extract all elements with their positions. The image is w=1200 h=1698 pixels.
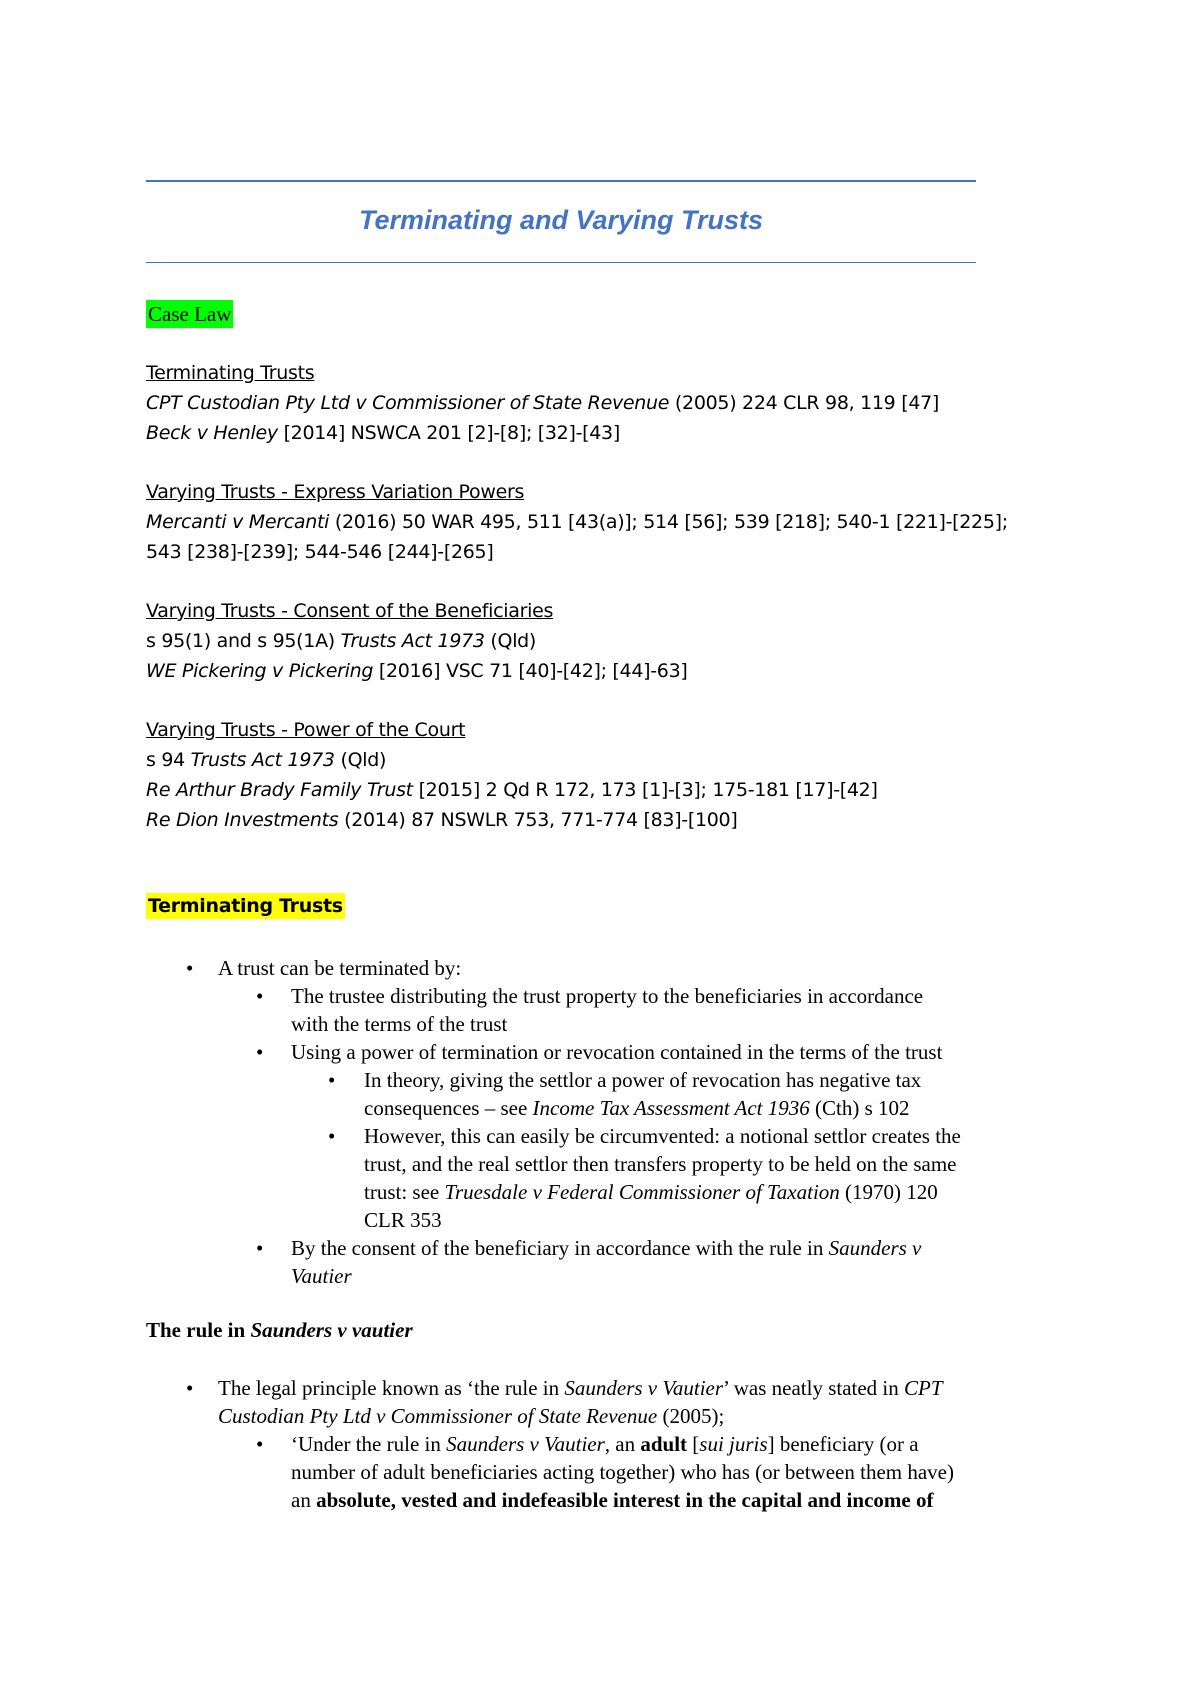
statute-section: s 95(1) and s 95(1A): [146, 630, 341, 652]
list-item-text: number of adult beneficiaries acting together) who has (or between them have): [291, 1460, 954, 1484]
case-name: WE Pickering v Pickering: [146, 660, 374, 682]
statute-jurisdiction: (Qld): [334, 749, 387, 771]
list-item-text: [218, 1402, 1076, 1430]
case-law-heading: Case Law: [148, 302, 232, 326]
document-title: Terminating and Varying Trusts: [358, 205, 764, 235]
case-cite: (2016) 50 WAR 495, 511 [43(a)]; 514 [56]; 539 [218]; 540-1 [221]-[225];: [329, 511, 1008, 533]
text-run: ] beneficiary (or a: [767, 1432, 919, 1456]
terminating-section-heading-block: [146, 895, 1076, 917]
list-item: [146, 1374, 1076, 1430]
rule-bullet-list: [146, 1374, 1076, 1514]
list-item-text: In theory, giving the settlor a power of revocation has negative tax: [364, 1068, 922, 1092]
list-item: [146, 954, 1076, 982]
list-item-text: CLR 353: [364, 1208, 442, 1232]
list-item: [146, 1038, 1076, 1066]
list-item-text: [218, 1374, 1076, 1402]
list-item-text: [291, 1234, 1076, 1262]
list-item-text: [291, 1430, 1076, 1458]
terminating-section-heading: Terminating Trusts: [148, 895, 343, 917]
text-run: (2005);: [657, 1404, 725, 1428]
text-run: [: [687, 1432, 700, 1456]
case-name: Vautier: [291, 1264, 352, 1288]
text-run: (1970) 120: [839, 1180, 938, 1204]
list-item-text: [364, 1094, 1076, 1122]
text-run: , an: [604, 1432, 641, 1456]
case-name: Saunders v vautier: [250, 1318, 413, 1342]
case-law-court-power: [146, 715, 1076, 835]
latin-term: sui juris: [699, 1432, 768, 1456]
bullet-icon: •: [256, 1040, 264, 1064]
list-item: [146, 1066, 1076, 1122]
statute-name: Income Tax Assessment Act 1936: [532, 1096, 810, 1120]
list-item-text: [364, 1178, 1076, 1206]
list-item-text: trust, and the real settlor then transfers property to be held on the same: [364, 1152, 957, 1176]
bullet-icon: •: [186, 956, 194, 980]
case-name: Saunders v Vautier: [446, 1432, 605, 1456]
bullet-icon: •: [328, 1124, 336, 1148]
statute-citation: [146, 745, 1076, 775]
list-item: [146, 982, 1076, 1038]
case-cite: (2014) 87 NSWLR 753, 771-774 [83]-[100]: [338, 809, 738, 831]
case-name: Beck v Henley: [146, 422, 278, 444]
list-item: [146, 1234, 1076, 1290]
list-item-text: A trust can be terminated by:: [218, 956, 462, 980]
text-run: ’ was neatly stated in: [723, 1376, 905, 1400]
case-citation: [146, 418, 1076, 448]
rule-section-heading: [146, 1318, 1076, 1343]
statute-citation: [146, 626, 1076, 656]
subheading-terminating-trusts: Terminating Trusts: [146, 362, 315, 384]
text-run: ‘Under the rule in: [291, 1432, 447, 1456]
case-citation: [146, 656, 1076, 686]
text-run: trust: see: [364, 1180, 445, 1204]
case-citation: [146, 388, 1076, 418]
list-item-text: The trustee distributing the trust property to the beneficiaries in accordance: [291, 984, 924, 1008]
case-name: Re Arthur Brady Family Trust: [146, 779, 413, 801]
list-item: [146, 1122, 1076, 1234]
case-law-express-variation: [146, 477, 1076, 567]
case-cite: (2005) 224 CLR 98, 119 [47]: [669, 392, 940, 414]
emphasis: absolute, vested and indefeasible interest in the capital and income of: [316, 1488, 934, 1512]
statute-section: s 94: [146, 749, 191, 771]
case-name: Custodian Pty Ltd v Commissioner of State Revenue: [218, 1404, 658, 1428]
case-name: Mercanti v Mercanti: [146, 511, 330, 533]
statute-jurisdiction: (Qld): [484, 630, 537, 652]
case-law-consent: [146, 596, 1076, 686]
text-run: an: [291, 1488, 317, 1512]
case-cite: [2016] VSC 71 [40]-[42]; [44]-63]: [373, 660, 688, 682]
case-name: Truesdale v Federal Commissioner of Taxation: [444, 1180, 840, 1204]
case-citation: [146, 805, 1076, 835]
list-item-text: Using a power of termination or revocation contained in the terms of the trust: [291, 1040, 943, 1064]
case-law-heading-block: [146, 302, 1076, 327]
terminating-bullet-list: [146, 954, 1076, 1290]
case-name: Saunders v: [828, 1236, 922, 1260]
case-name: CPT Custodian Pty Ltd v Commissioner of State Revenue: [146, 392, 670, 414]
text-run: (Cth) s 102: [809, 1096, 910, 1120]
text-run: By the consent of the beneficiary in accordance with the rule in: [291, 1236, 829, 1260]
subheading-court-power: Varying Trusts - Power of the Court: [146, 719, 466, 741]
list-item-text: with the terms of the trust: [291, 1012, 508, 1036]
case-cite: [2015] 2 Qd R 172, 173 [1]-[3]; 175-181 [17]-[42]: [412, 779, 878, 801]
subheading-express-variation: Varying Trusts - Express Variation Powers: [146, 481, 525, 503]
text-run: The rule in: [146, 1318, 251, 1342]
title-bottom-rule: [146, 262, 976, 263]
subheading-consent: Varying Trusts - Consent of the Beneficiaries: [146, 600, 554, 622]
case-law-terminating: [146, 358, 1076, 448]
list-item: [146, 1430, 1076, 1514]
statute-name: Trusts Act 1973: [340, 630, 485, 652]
list-item-text: [291, 1486, 1076, 1514]
title-top-rule: [146, 180, 976, 182]
case-cite: [2014] NSWCA 201 [2]-[8]; [32]-[43]: [277, 422, 620, 444]
case-name: Re Dion Investments: [146, 809, 339, 831]
bullet-icon: •: [186, 1376, 194, 1400]
text-run: The legal principle known as ‘the rule in: [218, 1376, 565, 1400]
case-citation: [146, 507, 1076, 537]
bullet-icon: •: [328, 1068, 336, 1092]
case-citation-continued: 543 [238]-[239]; 544-546 [244]-[265]: [146, 541, 494, 563]
case-citation: [146, 775, 1076, 805]
list-item-text: However, this can easily be circumvented: a notional settlor creates the: [364, 1124, 961, 1148]
case-name: Saunders v Vautier: [564, 1376, 724, 1400]
text-run: consequences – see: [364, 1096, 533, 1120]
statute-name: Trusts Act 1973: [190, 749, 335, 771]
bullet-icon: •: [256, 1432, 264, 1456]
case-name: CPT: [904, 1376, 943, 1400]
bullet-icon: •: [256, 1236, 264, 1260]
emphasis: adult: [640, 1432, 688, 1456]
bullet-icon: •: [256, 984, 264, 1008]
